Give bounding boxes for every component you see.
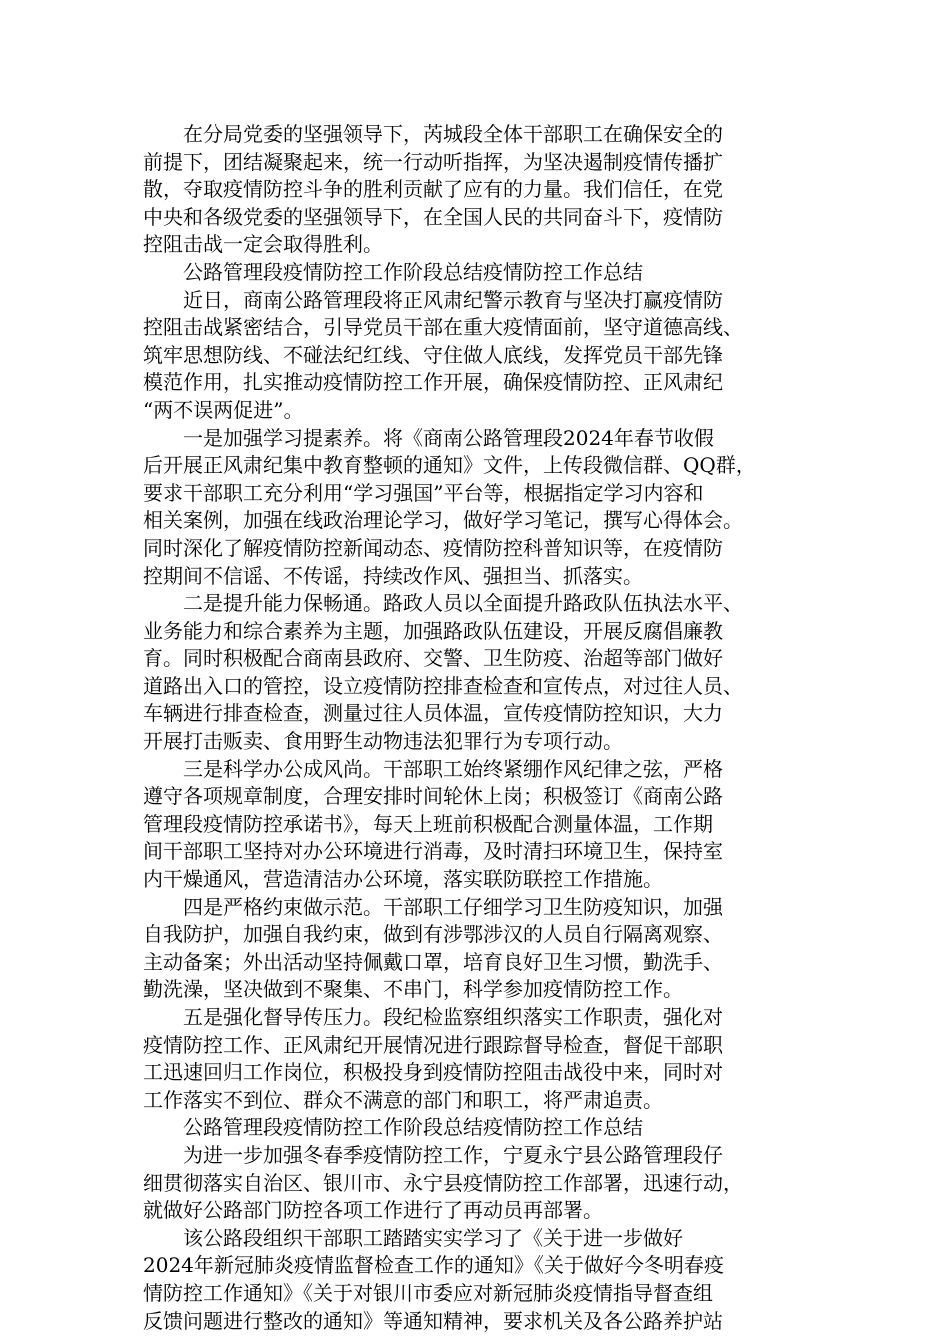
text-line: 相关案例，加强在线政治理论学习，做好学习笔记，撰写心得体会。 — [143, 508, 743, 533]
text-line: 2024年新冠肺炎疫情监督检查工作的通知》《关于做好今冬明春疫 — [143, 1253, 724, 1278]
text-line: 间干部职工坚持对办公环境进行消毒，及时清扫环境卫生，保持室 — [143, 839, 723, 864]
text-line: 二是提升能力保畅通。路政人员以全面提升路政队伍执法水平、 — [183, 591, 743, 616]
text-line: 细贯彻落实自治区、银川市、永宁县疫情防控工作部署，迅速行动， — [143, 1170, 743, 1195]
paragraph-five — [143, 1004, 815, 1114]
paragraph-yongning — [143, 1142, 815, 1225]
text-line: 控阻击战紧密结合，引导党员干部在重大疫情面前，坚守道德高线、 — [143, 315, 743, 340]
text-line: 为进一步加强冬春季疫情防控工作，宁夏永宁县公路管理段仔 — [183, 1142, 723, 1167]
text-line: 自我防护，加强自我约束，做到有涉鄂涉汉的人员自行隔离观察、 — [143, 922, 723, 947]
text-line: 主动备案；外出活动坚持佩戴口罩，培育良好卫生习惯，勤洗手、 — [143, 949, 723, 974]
text-line: 控期间不信谣、不传谣，持续改作风、强担当、抓落实。 — [143, 563, 643, 588]
text-line: 控阻击战一定会取得胜利。 — [143, 232, 383, 257]
paragraph-study — [143, 1225, 815, 1335]
text-line: 勤洗澡，坚决做到不聚集、不串门，科学参加疫情防控工作。 — [143, 977, 683, 1002]
text-line: “两不误两促进”。 — [143, 397, 304, 422]
paragraph-three — [143, 756, 815, 894]
text-line: 内干燥通风，营造清洁办公环境，落实联防联控工作措施。 — [143, 867, 663, 892]
text-line: 情防控工作通知》《关于对银川市委应对新冠肺炎疫情指导督查组 — [143, 1280, 713, 1305]
text-line: 中央和各级党委的坚强领导下，在全国人民的共同奋斗下，疫情防 — [143, 204, 723, 229]
paragraph-one — [143, 425, 815, 591]
text-line: 管理段疫情防控承诺书》，每天上班前积极配合测量体温，工作期 — [143, 811, 713, 836]
text-line: 近日，商南公路管理段将正风肃纪警示教育与坚决打赢疫情防 — [183, 287, 723, 312]
text-line: 就做好公路部门防控各项工作进行了再动员再部署。 — [143, 1198, 603, 1223]
text-line: 同时深化了解疫情防控新闻动态、疫情防控科普知识等，在疫情防 — [143, 535, 723, 560]
text-line: 筑牢思想防线、不碰法纪红线、守住做人底线，发挥党员干部先锋 — [143, 342, 723, 367]
text-line: 模范作用，扎实推动疫情防控工作开展，确保疫情防控、正风肃纪 — [143, 370, 723, 395]
text-line: 一是加强学习提素养。将《商南公路管理段2024年春节收假 — [183, 425, 714, 450]
text-line: 四是严格约束做示范。干部职工仔细学习卫生防疫知识，加强 — [183, 894, 723, 919]
text-line: 在分局党委的坚强领导下，芮城段全体干部职工在确保安全的 — [183, 122, 723, 146]
text-line: 道路出入口的管控，设立疫情防控排查检查和宣传点，对过往人员、 — [143, 673, 743, 698]
section-heading — [143, 259, 815, 287]
heading-text: 公路管理段疫情防控工作阶段总结疫情防控工作总结 — [183, 259, 643, 284]
paragraph-two — [143, 590, 815, 756]
text-line: 业务能力和综合素养为主题，加强路政队伍建设，开展反腐倡廉教 — [143, 618, 723, 643]
text-line: 前提下，团结凝聚起来，统一行动听指挥，为坚决遏制疫情传播扩 — [143, 149, 723, 174]
document-body — [143, 121, 815, 1335]
text-line: 遵守各项规章制度，合理安排时间轮休上岗；积极签订《商南公路 — [143, 784, 723, 809]
text-line: 三是科学办公成风尚。干部职工始终紧绷作风纪律之弦，严格 — [183, 756, 723, 781]
text-line: 该公路段组织干部职工踏踏实实学习了《关于进一步做好 — [183, 1225, 683, 1250]
text-line: 五是强化督导传压力。段纪检监察组织落实工作职责，强化对 — [183, 1005, 723, 1029]
text-line: 后开展正风肃纪集中教育整顿的通知》文件，上传段微信群、QQ群， — [143, 453, 756, 478]
paragraph-shangnan — [143, 287, 815, 425]
text-line: 散，夺取疫情防控斗争的胜利贡献了应有的力量。我们信任，在党 — [143, 177, 723, 202]
paragraph-four — [143, 894, 815, 1004]
text-line: 反馈问题进行整改的通知》等通知精神，要求机关及各公路养护站 — [143, 1308, 723, 1333]
heading-text: 公路管理段疫情防控工作阶段总结疫情防控工作总结 — [183, 1115, 643, 1140]
text-line: 工作落实不到位、群众不满意的部门和职工，将严肃追责。 — [143, 1087, 663, 1112]
text-line: 开展打击贩卖、食用野生动物违法犯罪行为专项行动。 — [143, 729, 623, 754]
text-line: 车辆进行排查检查，测量过往人员体温，宣传疫情防控知识，大力 — [143, 701, 723, 726]
text-line: 要求干部职工充分利用“学习强国”平台等，根据指定学习内容和 — [143, 480, 704, 505]
text-line: 工迅速回归工作岗位，积极投身到疫情防控阻击战役中来，同时对 — [143, 1060, 723, 1085]
text-line: 疫情防控工作、正风肃纪开展情况进行跟踪督导检查，督促干部职 — [143, 1032, 723, 1057]
paragraph-intro — [143, 121, 815, 259]
text-line: 育。同时积极配合商南县政府、交警、卫生防疫、治超等部门做好 — [143, 646, 723, 671]
section-heading — [143, 1114, 815, 1142]
